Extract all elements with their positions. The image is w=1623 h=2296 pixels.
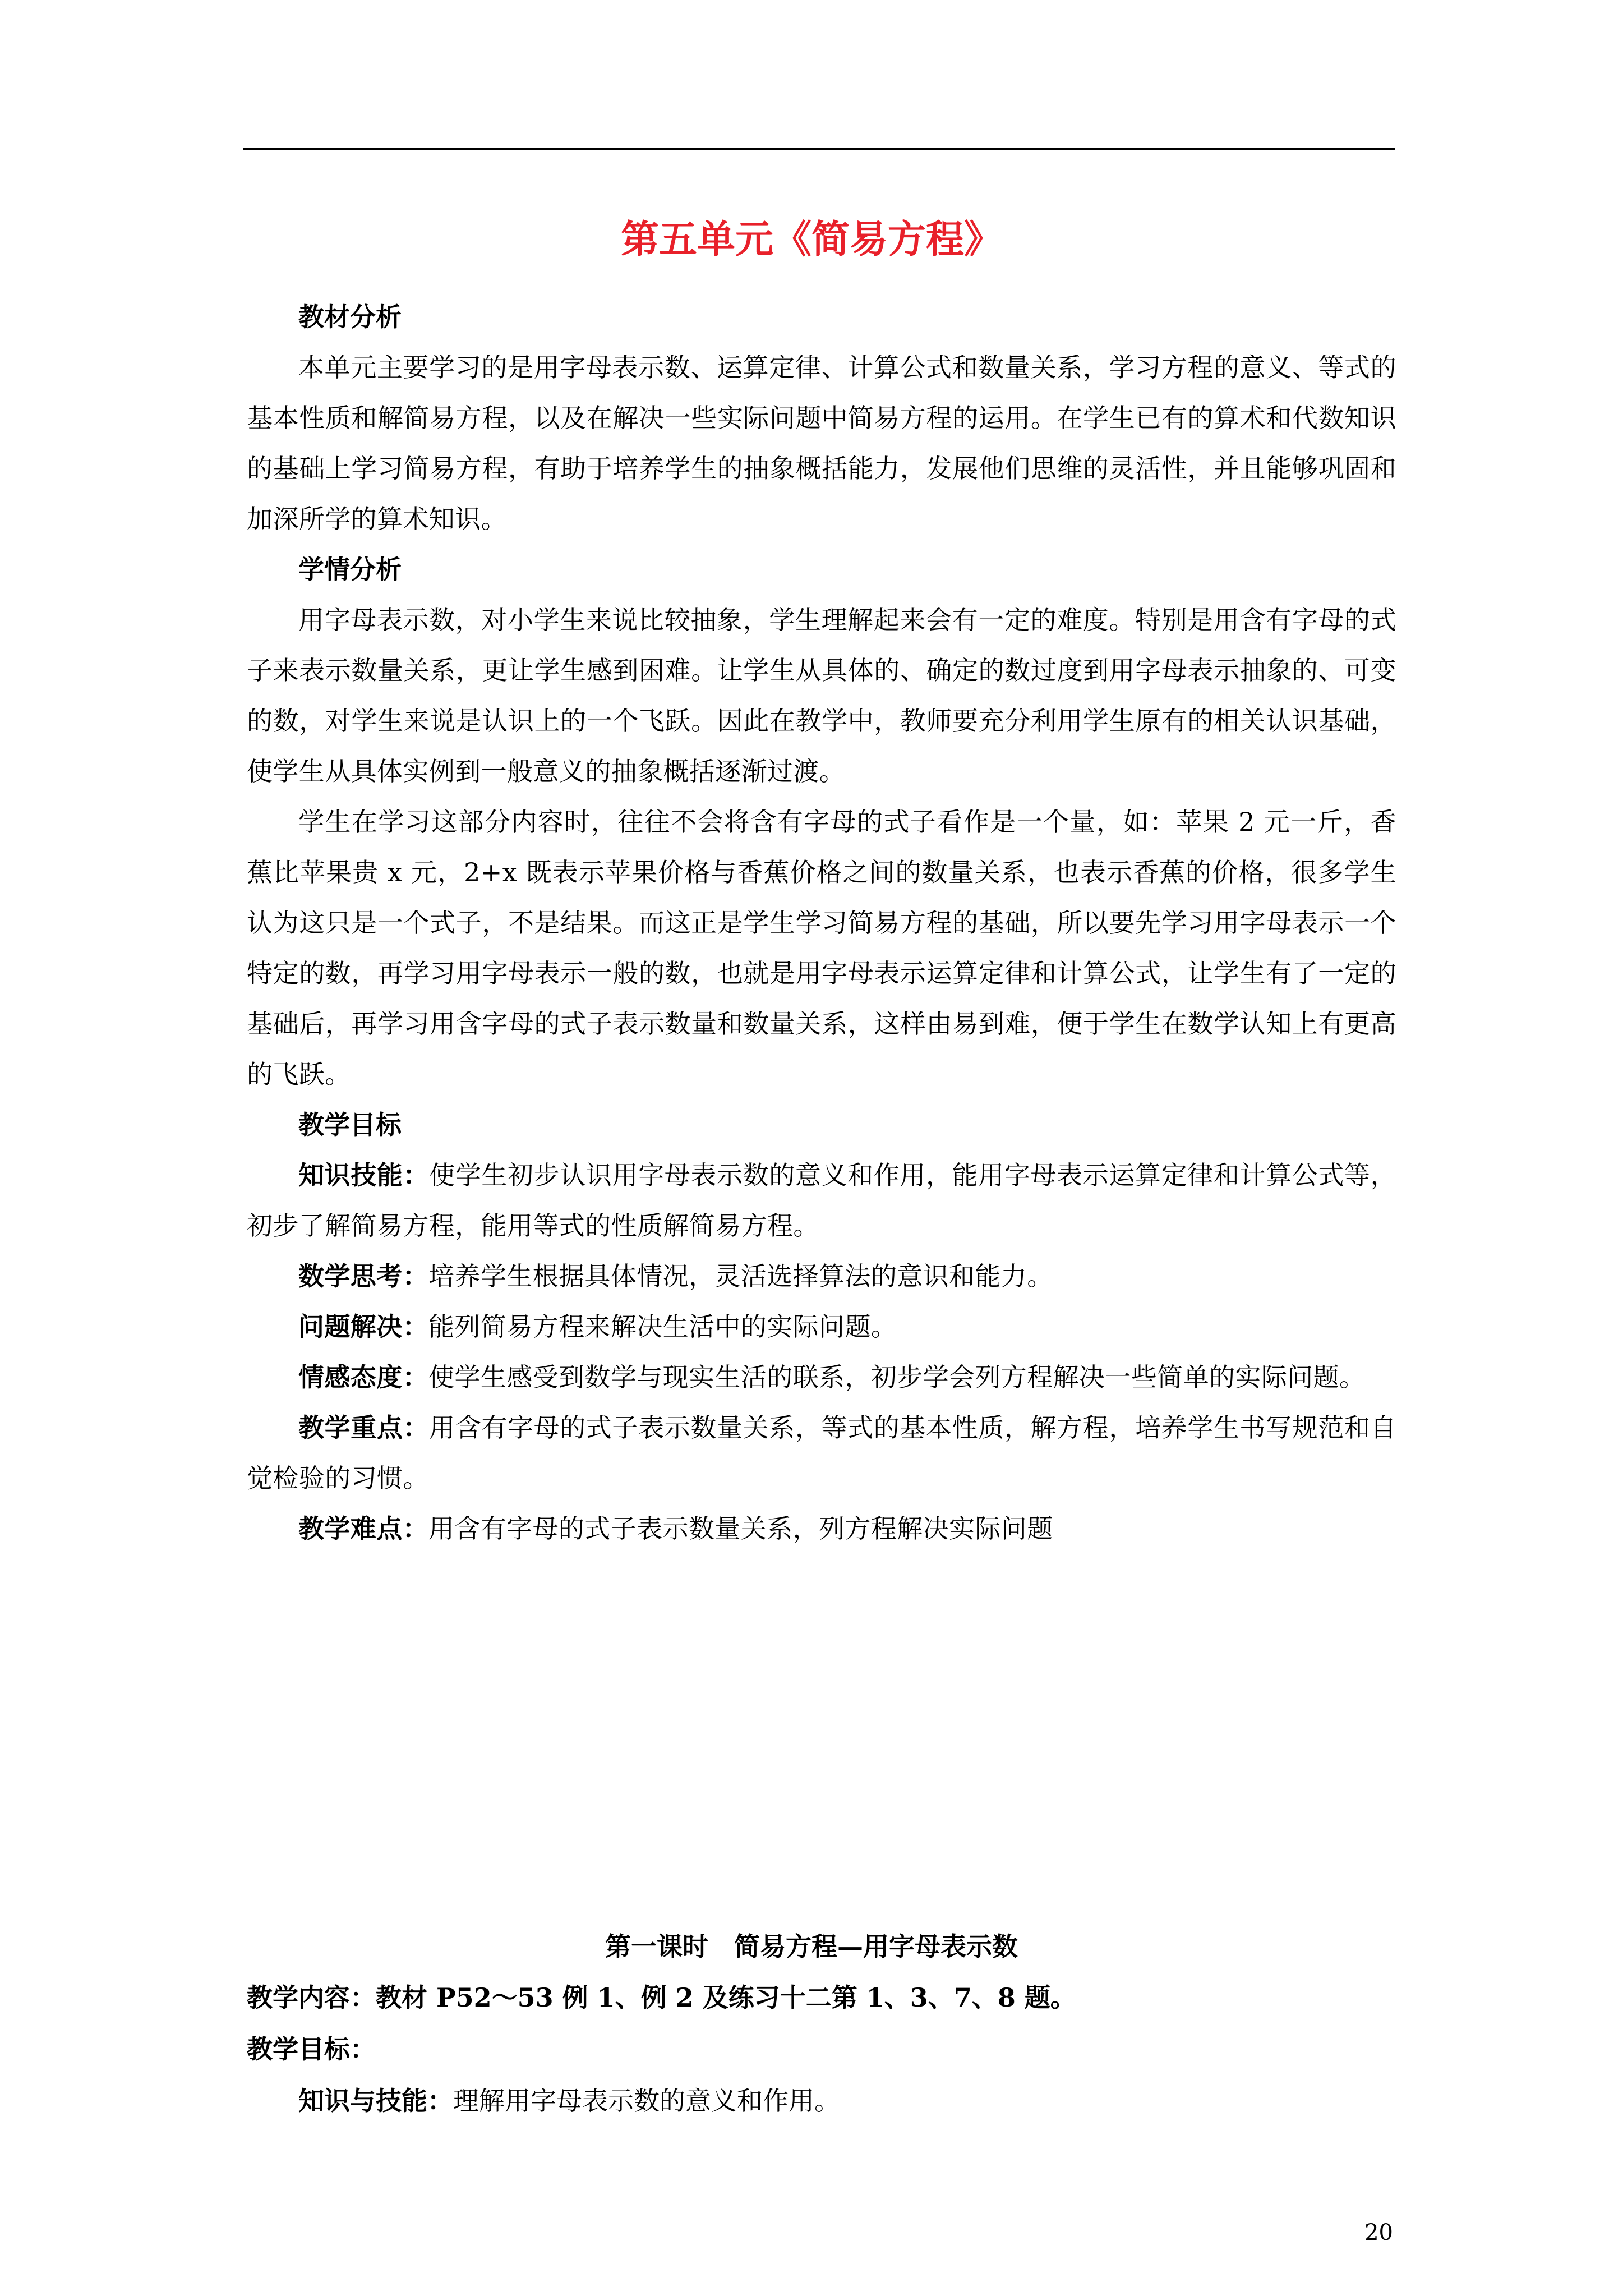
goal-text: 用含有字母的式子表示数量关系，等式的基本性质，解方程，培养学生书写规范和自觉检验的习惯。 — [247, 1412, 1396, 1493]
goal-separator: ： — [402, 1312, 429, 1342]
goal-item-problem-solving — [247, 1301, 1396, 1352]
student-analysis-paragraph-1: 用字母表示数，对小学生来说比较抽象，学生理解起来会有一定的难度。特别是用含有字母的式子来表示数量关系，更让学生感到困难。让学生从具体的、确定的数过度到用字母表示抽象的、可变的数，对学生来说是认识上的一个飞跃。因此在教学中，教师要充分利用学生原有的相关认识基础，使学生从具体实例到一般意义的抽象概括逐渐过渡。 — [247, 605, 1396, 786]
goal-label: 教学难点 — [298, 1513, 403, 1544]
goal-item-attitude — [247, 1352, 1396, 1402]
page-number: 20 — [1364, 2220, 1393, 2246]
goal-separator: ： — [403, 1412, 430, 1443]
goal-text: 能列简易方程来解决生活中的实际问题。 — [428, 1312, 897, 1342]
goal-separator: ： — [403, 1160, 430, 1190]
goal-item-difficulties — [247, 1503, 1396, 1554]
lesson-skill-goal — [247, 2075, 1396, 2127]
goal-label: 情感态度 — [298, 1362, 403, 1392]
lesson-title: 第一课时 简易方程—用字母表示数 — [605, 1931, 1018, 1962]
heading-textbook-analysis: 教材分析 — [298, 302, 402, 332]
goal-label: 问题解决 — [298, 1312, 403, 1342]
goal-label: 教学重点 — [298, 1412, 403, 1443]
goal-text: 用含有字母的式子表示数量关系，列方程解决实际问题 — [428, 1513, 1053, 1544]
goal-item-knowledge-skill — [247, 1150, 1396, 1251]
goal-label: 数学思考 — [298, 1261, 403, 1291]
lesson-skill-text: 理解用字母表示数的意义和作用。 — [453, 2086, 840, 2116]
goal-text: 使学生初步认识用字母表示数的意义和作用，能用字母表示运算定律和计算公式等，初步了解简易方程，能用等式的性质解简易方程。 — [247, 1160, 1396, 1241]
unit-body — [247, 292, 1396, 1554]
goal-separator: ： — [402, 1513, 429, 1544]
lesson-content: 教学内容：教材 P52～53 例 1、例 2 及练习十二第 1、3、7、8 题。 — [247, 1982, 1076, 2013]
goal-separator: ： — [402, 1362, 429, 1392]
goal-item-key-points — [247, 1402, 1396, 1503]
lesson-goals-heading: 教学目标： — [247, 2034, 376, 2064]
unit-title: 第五单元《简易方程》 — [620, 217, 1002, 262]
textbook-analysis-paragraph: 本单元主要学习的是用字母表示数、运算定律、计算公式和数量关系，学习方程的意义、等式的基本性质和解简易方程，以及在解决一些实际问题中简易方程的运用。在学生已有的算术和代数知识的基础上学习简易方程，有助于培养学生的抽象概括能力，发展他们思维的灵活性，并且能够巩固和加深所学的算术知识。 — [247, 352, 1396, 534]
goal-text: 培养学生根据具体情况，灵活选择算法的意识和能力。 — [428, 1261, 1053, 1291]
goal-separator: ： — [402, 1261, 429, 1291]
student-analysis-paragraph-2: 学生在学习这部分内容时，往往不会将含有字母的式子看作是一个量，如：苹果 2 元一斤，香蕉比苹果贵 x 元，2+x 既表示苹果价格与香蕉价格之间的数量关系，也表示香蕉的价格，很多学生认为这只是一个式子，不是结果。而这正是学生学习简易方程的基础，所以要先学习用字母表示一个特定的数，再学习用字母表示一般的数，也就是用字母表示运算定律和计算公式，让学生有了一定的基础后，再学习用含字母的式子表示数量和数量关系，这样由易到难，便于学生在数学认知上有更高的飞跃。 — [247, 807, 1396, 1089]
lesson-skill-label: 知识与技能： — [298, 2086, 453, 2116]
lesson-section — [247, 1972, 1396, 2127]
goal-text: 使学生感受到数学与现实生活的联系，初步学会列方程解决一些简单的实际问题。 — [428, 1362, 1366, 1392]
heading-student-analysis: 学情分析 — [298, 554, 402, 585]
goal-item-math-thinking — [247, 1251, 1396, 1301]
goal-label: 知识技能 — [298, 1160, 403, 1190]
header-rule — [243, 148, 1395, 150]
heading-teaching-goals: 教学目标 — [298, 1110, 402, 1140]
